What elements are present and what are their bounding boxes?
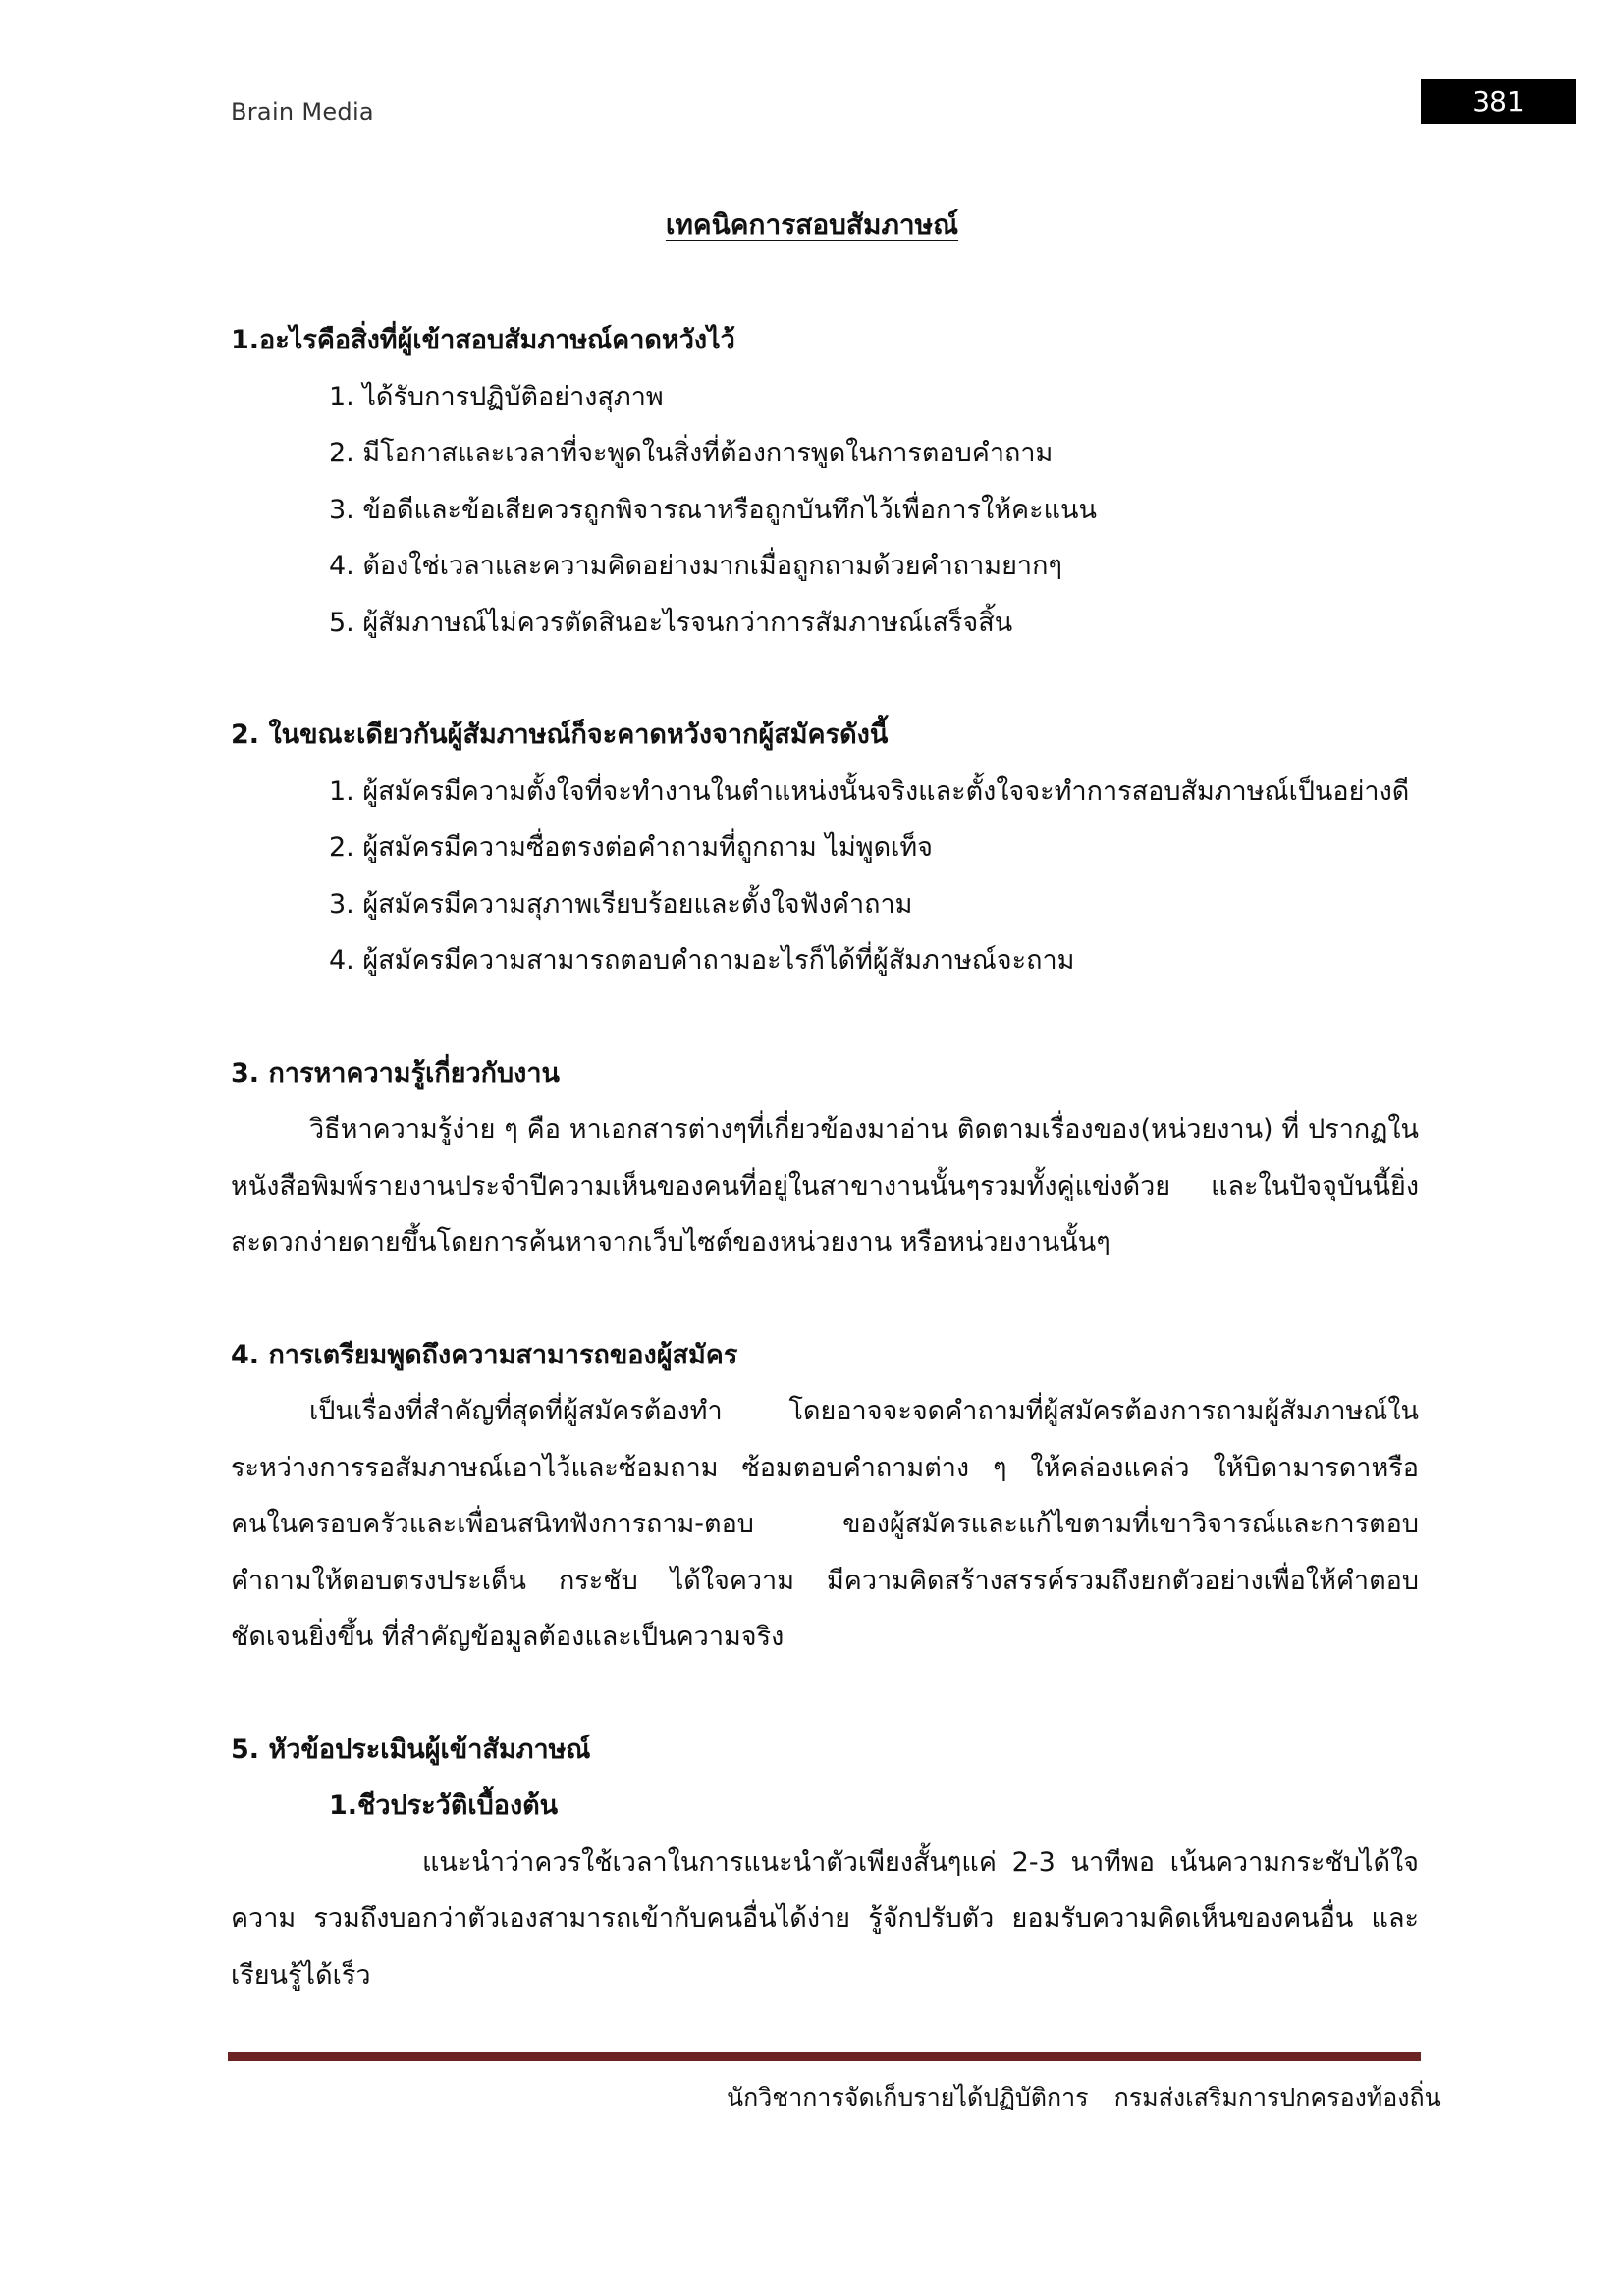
section-1-heading: 1.อะไรคือสิ่งที่ผู้เข้าสอบสัมภาษณ์คาดหวังไว้ [231, 325, 735, 355]
section-2-item: 1. ผู้สมัครมีความตั้งใจที่จะทำงานในตำแหน่งนั้นจริงและตั้งใจจะทำการสอบสัมภาษณ์เป็นอย่างดี [329, 775, 1410, 807]
section-4-paragraph: เป็นเรื่องที่สำคัญที่สุดที่ผู้สมัครต้องทำ โดยอาจจะจดคำถามที่ผู้สมัครต้องการถามผู้สัมภาษณ์ในระหว่างการรอสัมภาษณ์เอาไว้และซ้อมถาม ซ้อมตอบคำถามต่าง ๆ ให้คล่องแคล่ว ให้บิดามารดาหรือคนในครอบครัวและเพื่อนสนิทฟังการถาม-ตอบ ของผู้สมัครและแก้ไขตามที่เขาวิจารณ์และการตอบคำถามให้ตอบตรงประเด็น กระชับ ได้ใจความ มีความคิดสร้างสรรค์รวมถึงยกตัวอย่างเพื่อให้คำตอบชัดเจนยิ่งขึ้น ที่สำคัญข้อมูลต้องและเป็นความจริง [231, 1396, 1419, 1652]
section-5-paragraph: แนะนำว่าควรใช้เวลาในการแนะนำตัวเพียงสั้นๆแค่ 2-3 นาทีพอ เน้นความกระชับได้ใจความ รวมถึงบอกว่าตัวเองสามารถเข้ากับคนอื่นได้ง่าย รู้จักปรับตัว ยอมรับความคิดเห็นของคนอื่น และเรียนรู้ได้เร็ว [231, 1846, 1419, 1991]
section-2-item: 3. ผู้สมัครมีความสุภาพเรียบร้อยและตั้งใจฟังคำถาม [329, 888, 913, 920]
section-4-heading: 4. การเตรียมพูดถึงความสามารถของผู้สมัคร [231, 1339, 738, 1370]
section-1-item: 3. ข้อดีและข้อเสียควรถูกพิจารณาหรือถูกบันทึกไว้เพื่อการให้คะแนน [329, 494, 1097, 525]
page-number-badge: 381 [1421, 79, 1576, 124]
section-2-item: 2. ผู้สมัครมีความซื่อตรงต่อคำถามที่ถูกถาม ไม่พูดเท็จ [329, 832, 933, 863]
document-title: เทคนิคการสอบสัมภาษณ์ [665, 208, 959, 240]
section-1-item: 4. ต้องใช่เวลาและความคิดอย่างมากเมื่อถูกถามด้วยคำถามยากๆ [329, 551, 1062, 581]
footer-department: กรมส่งเสริมการปกครองท้องถิ่น [1113, 2083, 1441, 2111]
section-3-heading: 3. การหาความรู้เกี่ยวกับงาน [231, 1057, 560, 1089]
section-5-subheading: 1.ชีวประวัติเบื้องต้น [329, 1790, 559, 1821]
section-1-item: 5. ผู้สัมภาษณ์ไม่ควรตัดสินอะไรจนกว่าการสัมภาษณ์เสร็จสิ้น [329, 607, 1013, 638]
footer-position: นักวิชาการจัดเก็บรายได้ปฏิบัติการ [727, 2083, 1089, 2111]
section-1-item: 1. ได้รับการปฏิบัติอย่างสุภาพ [329, 381, 664, 412]
brand-label: Brain Media [231, 98, 374, 126]
footer-divider [228, 2052, 1421, 2061]
footer [727, 2078, 1441, 2117]
document-body [231, 312, 1419, 2003]
section-1-item: 2. มีโอกาสและเวลาที่จะพูดในสิ่งที่ต้องการพูดในการตอบคำถาม [329, 438, 1054, 468]
section-2-item: 4. ผู้สมัครมีความสามารถตอบคำถามอะไรก็ได้ที่ผู้สัมภาษณ์จะถาม [329, 945, 1075, 976]
section-3-paragraph: วิธีหาความรู้ง่าย ๆ คือ หาเอกสารต่างๆที่เกี่ยวข้องมาอ่าน ติดตามเรื่องของ(หน่วยงาน) ที่ ปรากฏในหนังสือพิมพ์รายงานประจำปีความเห็นของคนที่อยู่ในสาขางานนั้นๆรวมทั้งคู่แข่งด้วย และในปัจจุบันนี้ยิ่งสะดวกง่ายดายขึ้นโดยการค้นหาจากเว็บไซต์ของหน่วยงาน หรือหน่วยงานนั้นๆ [231, 1114, 1419, 1257]
section-2-heading: 2. ในขณะเดียวกันผู้สัมภาษณ์ก็จะคาดหวังจากผู้สมัครดังนี้ [231, 720, 889, 750]
section-5-heading: 5. หัวข้อประเมินผู้เข้าสัมภาษณ์ [231, 1734, 591, 1765]
